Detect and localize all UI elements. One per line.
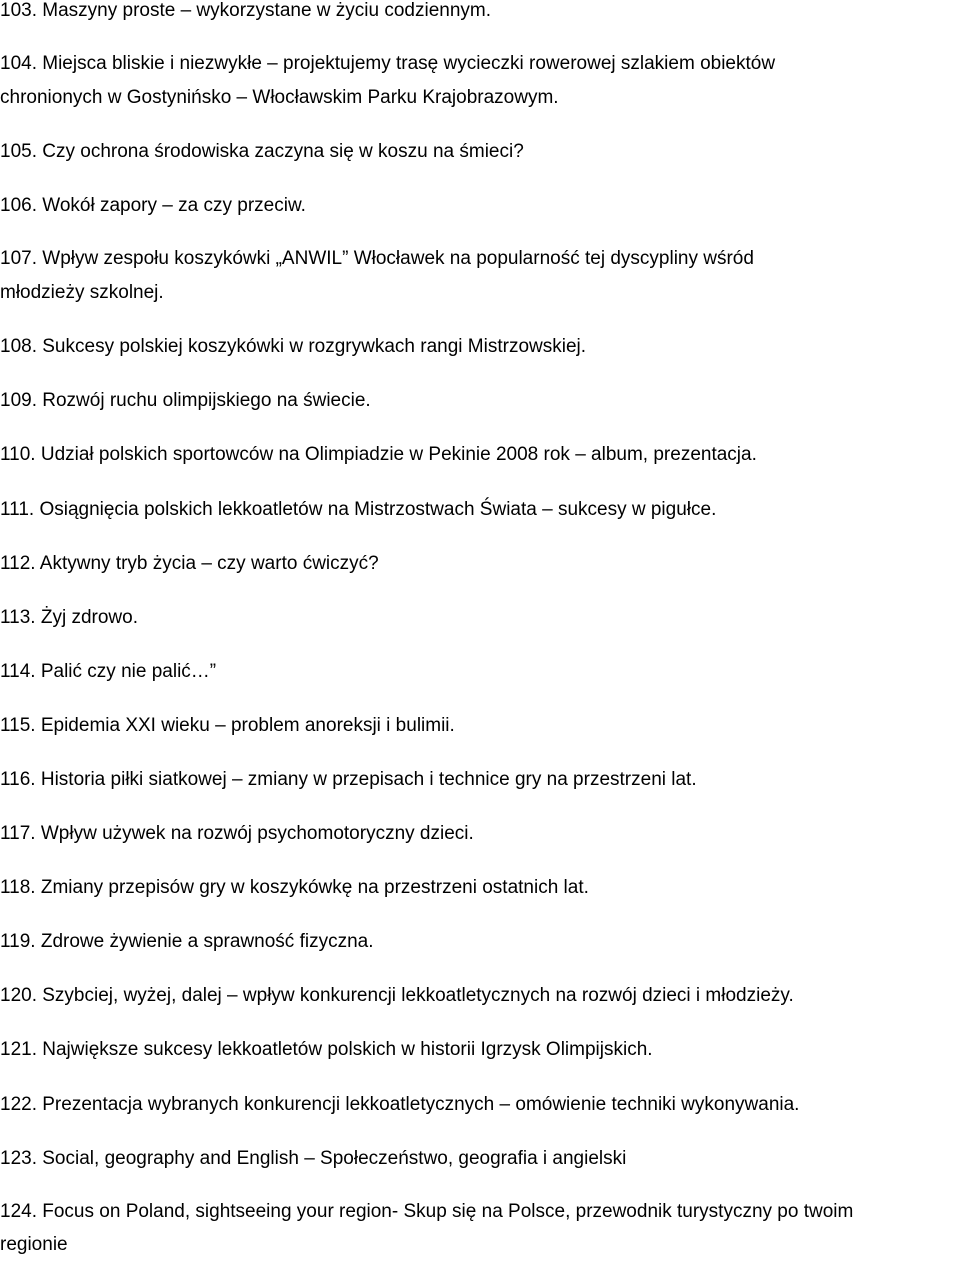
list-item: 106. Wokół zapory – za czy przeciw.: [0, 195, 306, 216]
list-item: 118. Zmiany przepisów gry w koszykówkę na przestrzeni ostatnich lat.: [0, 877, 589, 898]
list-item: 119. Zdrowe żywienie a sprawność fizyczna.: [0, 931, 374, 952]
list-item-continuation: chronionych w Gostynińsko – Włocławskim Parku Krajobrazowym.: [0, 87, 559, 108]
list-item: 112. Aktywny tryb życia – czy warto ćwiczyć?: [0, 553, 379, 574]
list-item: 120. Szybciej, wyżej, dalej – wpływ konkurencji lekkoatletycznych na rozwój dzieci i młodzieży.: [0, 985, 794, 1006]
list-item: 114. Palić czy nie palić…”: [0, 661, 217, 682]
list-item-continuation: regionie: [0, 1234, 68, 1255]
list-item: 115. Epidemia XXI wieku – problem anoreksji i bulimii.: [0, 715, 455, 736]
list-item: 104. Miejsca bliskie i niezwykłe – projektujemy trasę wycieczki rowerowej szlakiem obiektów: [0, 53, 776, 74]
list-item: 107. Wpływ zespołu koszykówki „ANWIL” Włocławek na popularność tej dyscypliny wśród: [0, 248, 754, 269]
list-item: 105. Czy ochrona środowiska zaczyna się w koszu na śmieci?: [0, 141, 524, 162]
list-item: 124. Focus on Poland, sightseeing your region- Skup się na Polsce, przewodnik turystyczny po twoim: [0, 1201, 854, 1222]
list-item-continuation: młodzieży szkolnej.: [0, 282, 164, 303]
list-item: 103. Maszyny proste – wykorzystane w życiu codziennym.: [0, 0, 492, 21]
list-item: 113. Żyj zdrowo.: [0, 607, 138, 628]
list-item: 117. Wpływ używek na rozwój psychomotoryczny dzieci.: [0, 823, 474, 844]
list-item: 116. Historia piłki siatkowej – zmiany w przepisach i technice gry na przestrzeni lat.: [0, 769, 697, 790]
list-item: 110. Udział polskich sportowców na Olimpiadzie w Pekinie 2008 rok – album, prezentacja.: [0, 444, 757, 465]
list-item: 121. Największe sukcesy lekkoatletów polskich w historii Igrzysk Olimpijskich.: [0, 1039, 653, 1060]
list-item: 111. Osiągnięcia polskich lekkoatletów na Mistrzostwach Świata – sukcesy w pigułce.: [0, 499, 717, 520]
list-item: 108. Sukcesy polskiej koszykówki w rozgrywkach rangi Mistrzowskiej.: [0, 336, 587, 357]
list-item: 123. Social, geography and English – Społeczeństwo, geografia i angielski: [0, 1148, 627, 1169]
list-item: 109. Rozwój ruchu olimpijskiego na świecie.: [0, 390, 371, 411]
list-item: 122. Prezentacja wybranych konkurencji lekkoatletycznych – omówienie techniki wykonywania.: [0, 1094, 800, 1115]
